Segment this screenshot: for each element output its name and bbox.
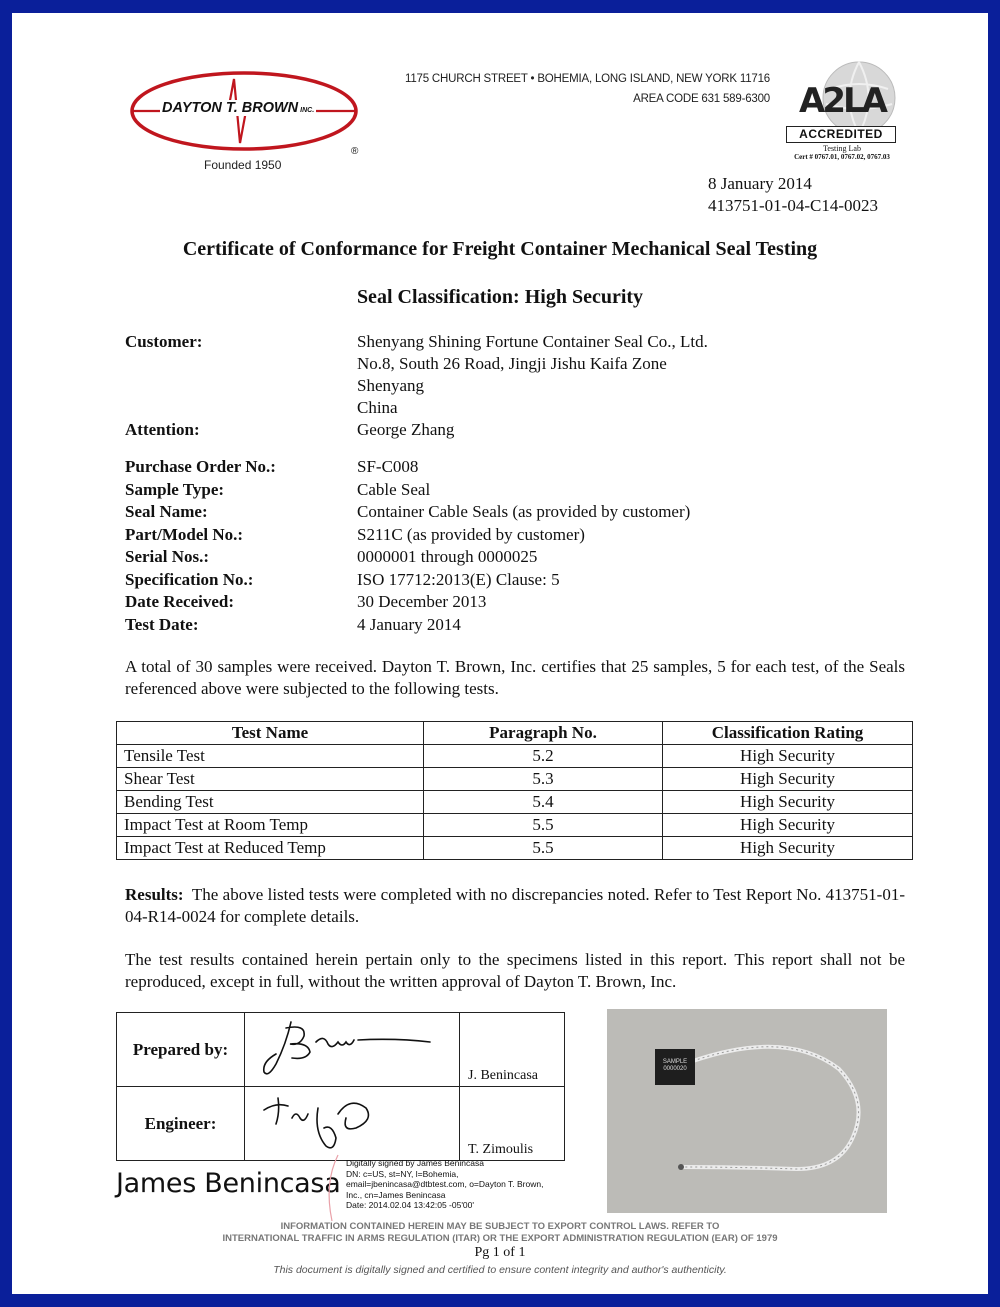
a2la-mark: A2LA (799, 81, 885, 121)
accreditation-badge (782, 59, 902, 163)
detail-value: 4 January 2014 (357, 614, 461, 634)
digital-certification-note: This document is digitally signed and certified to ensure content integrity and author's authenticity. (273, 1264, 727, 1276)
sample-tag-line: SAMPLE (662, 1059, 688, 1065)
address-line-2: AREA CODE 631 589-6300 (633, 93, 770, 105)
detail-value: S211C (as provided by customer) (357, 524, 585, 544)
engineer-signature (245, 1087, 460, 1161)
rating-cell: High Security (663, 768, 913, 791)
table-row (117, 745, 913, 768)
cable-seal-image (607, 1009, 887, 1213)
attention-label: Attention: (125, 420, 200, 439)
rating-cell: High Security (663, 745, 913, 768)
digital-signature-line: DN: c=US, st=NY, l=Bohemia, (346, 1168, 459, 1179)
digital-signature-details (346, 1158, 543, 1211)
test-name-cell: Bending Test (117, 791, 424, 814)
col-header-classification: Classification Rating (663, 722, 913, 745)
intro-paragraph: A total of 30 samples were received. Dayton T. Brown, Inc. certifies that 25 samples, 5 for each test, of the Seals referenced above were subjected to the following tests. (125, 657, 905, 698)
prepared-signature (245, 1013, 460, 1087)
handwritten-signature-zimoulis (246, 1088, 456, 1154)
table-row (117, 768, 913, 791)
prepared-by-label: Prepared by: (117, 1013, 245, 1087)
document-date: 8 January 2014 (708, 174, 812, 193)
handwritten-signature-benincasa (246, 1014, 456, 1080)
test-name-cell: Impact Test at Reduced Temp (117, 837, 424, 860)
table-row (117, 837, 913, 860)
accreditation-cert-number: Cert # 0767.01, 0767.02, 0767.03 (794, 153, 890, 161)
testing-lab-label: Testing Lab (823, 144, 861, 153)
engineer-row (117, 1087, 565, 1161)
company-address (350, 69, 770, 109)
engineer-name: T. Zimoulis (460, 1087, 565, 1161)
export-notice-line: INTERNATIONAL TRAFFIC IN ARMS REGULATION (ITAR) OR THE EXPORT ADMINISTRATION REGULATION (EAR) OF 1979 (222, 1233, 778, 1244)
test-name-cell: Impact Test at Room Temp (117, 814, 424, 837)
accredited-label: ACCREDITED (786, 126, 896, 143)
digital-signature-line: Digitally signed by James Benincasa (346, 1158, 484, 1168)
table-row (117, 814, 913, 837)
export-control-notice (12, 1221, 988, 1245)
col-header-paragraph: Paragraph No. (424, 722, 663, 745)
paragraph-cell: 5.4 (424, 791, 663, 814)
table-header-row (117, 722, 913, 745)
paragraph-cell: 5.3 (424, 768, 663, 791)
table-row (117, 791, 913, 814)
prepared-by-name: J. Benincasa (460, 1013, 565, 1087)
detail-label: Serial Nos.: (125, 547, 210, 566)
digital-signature-name: James Benincasa (116, 1168, 341, 1199)
certificate-number: 413751-01-04-C14-0023 (708, 196, 878, 215)
digital-signature-mark (318, 1153, 348, 1223)
document-meta (708, 173, 878, 217)
rating-cell: High Security (663, 791, 913, 814)
logo-company-name: DAYTON T. BROWN (162, 100, 299, 116)
test-name-cell: Shear Test (117, 768, 424, 791)
detail-value: 30 December 2013 (357, 592, 487, 611)
document-title: Certificate of Conformance for Freight Container Mechanical Seal Testing (182, 238, 818, 260)
test-name-cell: Tensile Test (117, 745, 424, 768)
customer-address (357, 331, 708, 419)
detail-value: Cable Seal (357, 479, 431, 499)
paragraph-cell: 5.5 (424, 837, 663, 860)
logo-company-suffix: INC. (300, 107, 315, 114)
detail-label: Date Received: (125, 592, 235, 611)
disclaimer-paragraph: The test results contained herein pertain only to the specimens listed in this report. This report shall not be reproduced, except in full, without the written approval of Dayton T. Brown, Inc. (125, 950, 905, 991)
rating-cell: High Security (663, 837, 913, 860)
registered-mark: ® (351, 146, 359, 157)
detail-label: Part/Model No.: (125, 524, 244, 544)
detail-value: Container Cable Seals (as provided by customer) (357, 502, 691, 521)
address-line-1: 1175 CHURCH STREET • BOHEMIA, LONG ISLAND, NEW YORK 11716 (405, 73, 770, 85)
engineer-label: Engineer: (117, 1087, 245, 1161)
customer-label: Customer: (125, 332, 203, 351)
digital-signature-line: Inc., cn=James Benincasa (346, 1189, 446, 1200)
detail-label: Test Date: (125, 614, 199, 634)
col-header-test-name: Test Name (117, 722, 424, 745)
paragraph-cell: 5.5 (424, 814, 663, 837)
results-text: The above listed tests were completed with no discrepancies noted. Refer to Test Report No. 413751-01-04-R14-0024 for complete details. (125, 885, 905, 926)
detail-label: Purchase Order No.: (125, 457, 276, 476)
detail-value: SF-C008 (357, 457, 419, 476)
detail-value: 0000001 through 0000025 (357, 547, 538, 566)
founded-text: Founded 1950 (204, 158, 282, 172)
customer-line: China (357, 398, 398, 417)
detail-label: Specification No.: (125, 569, 254, 589)
customer-line: No.8, South 26 Road, Jingji Jishu Kaifa Zone (357, 354, 667, 373)
customer-line: Shenyang Shining Fortune Container Seal Co., Ltd. (357, 332, 708, 351)
seal-classification: Seal Classification: High Security (356, 286, 644, 308)
detail-label: Sample Type: (125, 479, 225, 499)
detail-value: ISO 17712:2013(E) Clause: 5 (357, 569, 560, 589)
sample-tag-line: 0000020 (663, 1066, 687, 1072)
digital-signature-line: email=jbenincasa@dtbtest.com, o=Dayton T. Brown, (346, 1179, 544, 1189)
attention-value: George Zhang (357, 420, 455, 439)
export-notice-line: INFORMATION CONTAINED HEREIN MAY BE SUBJECT TO EXPORT CONTROL LAWS. REFER TO (280, 1221, 720, 1232)
sample-tag-label (655, 1059, 695, 1073)
signature-table (116, 1012, 565, 1161)
customer-line: Shenyang (357, 376, 425, 395)
digital-signature-line: Date: 2014.02.04 13:42:05 -05'00' (346, 1200, 475, 1210)
certificate-page (12, 13, 988, 1294)
seal-sample-photo (607, 1009, 887, 1213)
paragraph-cell: 5.2 (424, 745, 663, 768)
detail-label: Seal Name: (125, 502, 208, 521)
company-logo (130, 69, 366, 173)
results-label: Results: (125, 885, 184, 904)
page-number: Pg 1 of 1 (474, 1245, 526, 1260)
prepared-by-row (117, 1013, 565, 1087)
rating-cell: High Security (663, 814, 913, 837)
results-paragraph (125, 884, 905, 928)
tests-table (116, 721, 913, 860)
